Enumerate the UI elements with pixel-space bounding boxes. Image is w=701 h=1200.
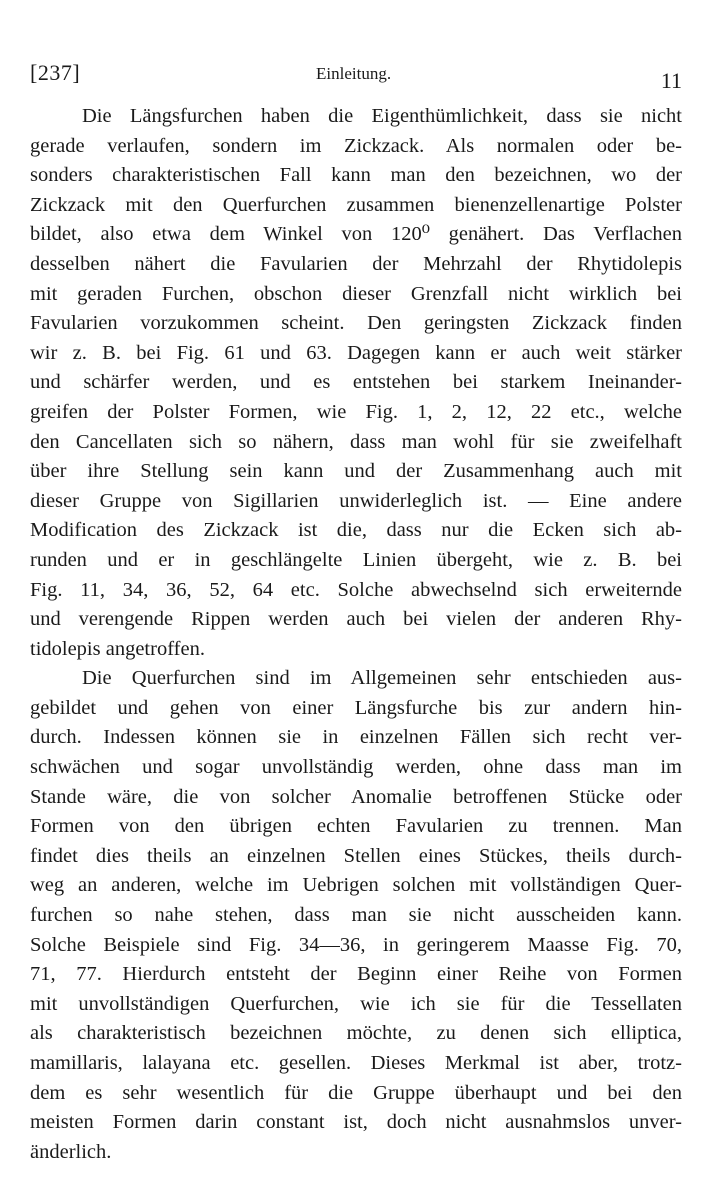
text-line: und schärfer werden, und es entstehen bei starkem Ineinander-	[30, 371, 682, 394]
text-line: mit geraden Furchen, obschon dieser Grenzfall nicht wirklich bei	[30, 282, 682, 305]
paragraph-laengsfurchen	[30, 102, 682, 664]
text-line: Die Längsfurchen haben die Eigenthümlichkeit, dass sie nicht	[82, 105, 682, 127]
text-line: gerade verlaufen, sondern im Zickzack. Als normalen oder be-	[30, 134, 682, 157]
text-line: weg an anderen, welche im Uebrigen solchen mit vollständigen Quer-	[30, 874, 682, 897]
text-line: runden und er in geschlängelte Linien übergeht, wie z. B. bei	[30, 548, 682, 571]
text-line: Favularien vorzukommen scheint. Den geringsten Zickzack finden	[30, 312, 682, 335]
text-line: findet dies theils an einzelnen Stellen eines Stückes, theils durch-	[30, 844, 682, 867]
text-line: schwächen und sogar unvollständig werden, ohne dass man im	[30, 756, 682, 779]
text-line: meisten Formen darin constant ist, doch nicht ausnahmslos unver-	[30, 1111, 682, 1134]
text-line: als charakteristisch bezeichnen möchte, zu denen sich elliptica,	[30, 1022, 682, 1045]
text-line: und verengende Rippen werden auch bei vielen der anderen Rhy-	[30, 608, 682, 631]
text-line: greifen der Polster Formen, wie Fig. 1, 2, 12, 22 etc., welche	[30, 400, 682, 423]
text-line: änderlich.	[30, 1140, 112, 1163]
paragraph-querfurchen	[30, 664, 682, 1167]
body-text	[30, 102, 682, 1167]
text-line: dieser Gruppe von Sigillarien unwiderleglich ist. — Eine andere	[30, 489, 682, 512]
text-line: Formen von den übrigen echten Favularien zu trennen. Man	[30, 815, 682, 838]
text-line: tidolepis angetroffen.	[30, 637, 205, 660]
text-line: mit unvollständigen Querfurchen, wie ich sie für die Tessellaten	[30, 992, 682, 1015]
text-line: desselben nähert die Favularien der Mehrzahl der Rhytidolepis	[30, 252, 682, 275]
text-line: sonders charakteristischen Fall kann man den bezeichnen, wo der	[30, 164, 682, 187]
text-line: durch. Indessen können sie in einzelnen Fällen sich recht ver-	[30, 726, 682, 749]
text-line: bildet, also etwa dem Winkel von 120⁰ genähert. Das Verflachen	[30, 223, 682, 246]
text-line: den Cancellaten sich so nähern, dass man wohl für sie zweifelhaft	[30, 430, 682, 453]
text-line: Solche Beispiele sind Fig. 34—36, in geringerem Maasse Fig. 70,	[30, 933, 682, 956]
text-line: Stande wäre, die von solcher Anomalie betroffenen Stücke oder	[30, 785, 682, 808]
text-line: furchen so nahe stehen, dass man sie nicht ausscheiden kann.	[30, 904, 682, 927]
text-line: Die Querfurchen sind im Allgemeinen sehr entschieden aus-	[82, 667, 682, 690]
page-number: 11	[660, 68, 682, 93]
text-line: gebildet und gehen von einer Längsfurche bis zur andern hin-	[30, 696, 682, 719]
text-line: 71, 77. Hierdurch entsteht der Beginn einer Reihe von Formen	[30, 963, 682, 986]
chapter-title: Einleitung.	[316, 64, 392, 83]
text-line: Modification des Zickzack ist die, dass nur die Ecken sich ab-	[30, 519, 682, 542]
running-header	[30, 58, 682, 94]
text-line: mamillaris, lalayana etc. gesellen. Dieses Merkmal ist aber, trotz-	[30, 1052, 682, 1074]
text-line: Zickzack mit den Querfurchen zusammen bienenzellenartige Polster	[30, 193, 682, 216]
page-reference: [237]	[30, 60, 81, 85]
text-line: dem es sehr wesentlich für die Gruppe überhaupt und bei den	[30, 1081, 682, 1104]
text-line: über ihre Stellung sein kann und der Zusammenhang auch mit	[30, 460, 682, 483]
text-line: Fig. 11, 34, 36, 52, 64 etc. Solche abwechselnd sich erweiternde	[30, 578, 682, 601]
text-line: wir z. B. bei Fig. 61 und 63. Dagegen kann er auch weit stärker	[30, 341, 682, 364]
